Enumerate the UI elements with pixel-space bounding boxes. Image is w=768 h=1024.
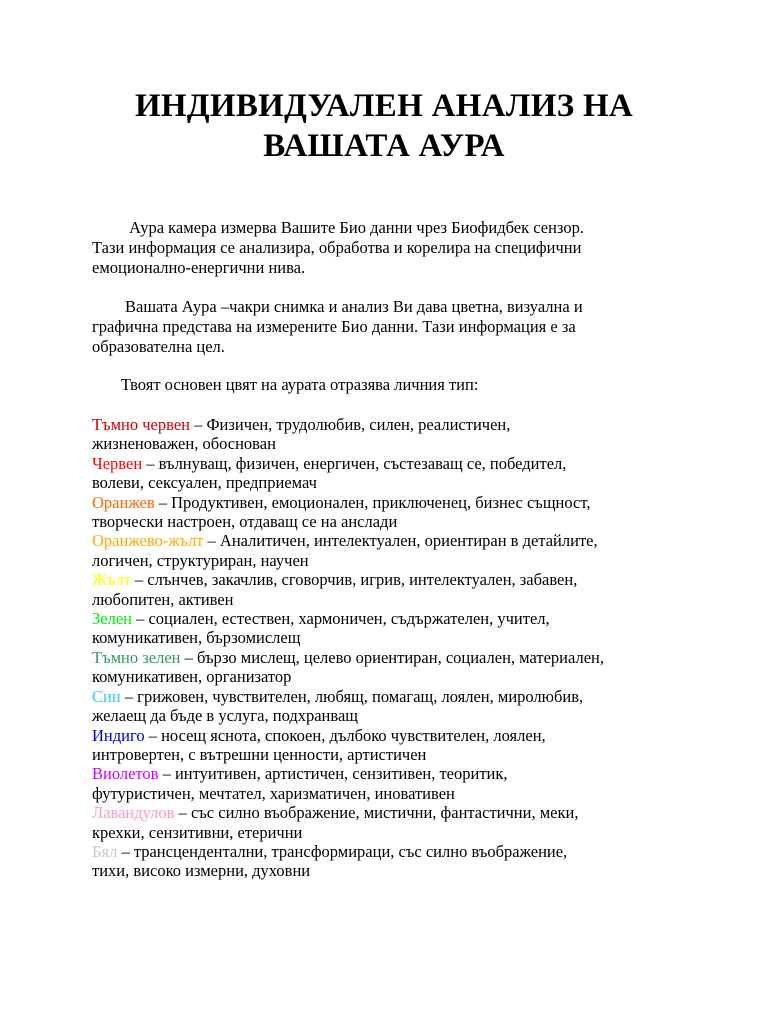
aura-color-name: Жълт xyxy=(92,570,131,590)
aura-color-line-1 xyxy=(92,687,692,706)
aura-color-description-2: крехки, сензитивни, етерични xyxy=(92,822,303,842)
title-line-2: ВАШАТА АУРА xyxy=(263,128,505,164)
aura-color-description-2: комуникативен, организатор xyxy=(92,667,292,687)
aura-color-item xyxy=(92,764,692,803)
aura-color-description-2: волеви, сексуален, предприемач xyxy=(92,473,317,493)
aura-color-line-1 xyxy=(92,764,692,783)
aura-color-description-1: – трансцендентални, трансформираци, със силно въображение, xyxy=(117,841,568,861)
aura-color-description-2: жизненоважен, обоснован xyxy=(92,434,276,454)
aura-color-name: Бял xyxy=(92,841,118,861)
aura-color-description-1: – социален, естествен, хармоничен, съдържателен, учител, xyxy=(131,609,550,629)
aura-color-description-2: любопитен, активен xyxy=(92,589,234,609)
base-color-line: Твоят основен цвят на аурата отразява личния тип: xyxy=(92,375,479,394)
aura-color-description-1: – Продуктивен, емоционален, приключенец, бизнес същност, xyxy=(154,492,591,512)
aura-color-item xyxy=(92,726,692,765)
aura-color-description-2: творчески настроен, отдаващ се на анслади xyxy=(92,512,398,532)
intro-paragraph xyxy=(92,218,692,278)
aura-color-description-2: логичен, структуриран, научен xyxy=(92,550,309,570)
aura-color-line-1 xyxy=(92,531,692,550)
aura-color-line-1 xyxy=(92,842,692,861)
aura-color-description-2: желаещ да бъде в услуга, подхранващ xyxy=(92,706,358,726)
title-line-1: ИНДИВИДУАЛЕН АНАЛИЗ НА xyxy=(134,88,634,124)
aura-color-name: Зелен xyxy=(92,609,132,629)
aura-color-item xyxy=(92,415,692,454)
aura-color-name: Син xyxy=(92,686,121,706)
aura-color-description-2: футуристичен, мечтател, харизматичен, иновативен xyxy=(92,783,455,803)
aura-color-description-1: – интуитивен, артистичен, сензитивен, теоритик, xyxy=(158,764,508,784)
aura-color-line-1 xyxy=(92,454,692,473)
aura-color-description-1: – слънчев, закачлив, сговорчив, игрив, интелектуален, забавен, xyxy=(130,570,578,590)
aura-photo-line-2: графична представа на измерените Био данни. Тази информация е за xyxy=(92,317,576,336)
aura-color-name: Лавандулов xyxy=(92,803,175,823)
aura-color-name: Виолетов xyxy=(92,764,159,784)
aura-color-line-1 xyxy=(92,648,692,667)
aura-color-item xyxy=(92,648,692,687)
aura-color-name: Тъмно зелен xyxy=(92,647,181,667)
aura-color-name: Индиго xyxy=(92,725,145,745)
page-title xyxy=(90,86,678,166)
aura-color-description-2: интровертен, с вътрешни ценности, артистичен xyxy=(92,744,427,764)
intro-line-2: Тази информация се анализира, обработва и корелира на специфични xyxy=(92,238,582,257)
aura-color-item xyxy=(92,609,692,648)
aura-color-item xyxy=(92,531,692,570)
aura-color-description-1: – носещ яснота, спокоен, дълбоко чувствителен, лоялен, xyxy=(144,725,546,745)
aura-color-item xyxy=(92,803,692,842)
aura-photo-line-3: образователна цел. xyxy=(92,337,225,356)
aura-color-name: Оранжево-жълт xyxy=(92,531,204,551)
aura-color-description-2: тихи, високо измерни, духовни xyxy=(92,861,311,881)
aura-color-name: Оранжев xyxy=(92,492,155,512)
base-color-paragraph xyxy=(92,375,692,395)
aura-color-line-1 xyxy=(92,570,692,589)
aura-color-line-1 xyxy=(92,609,692,628)
aura-color-line-1 xyxy=(92,803,692,822)
aura-color-description-2: комуникативен, бързомислещ xyxy=(92,628,301,648)
intro-line-1: Аура камера измерва Вашите Био данни чрез Биофидбек сензор. xyxy=(92,218,584,237)
aura-color-description-1: – Аналитичен, интелектуален, ориентиран в детайлите, xyxy=(203,531,598,551)
intro-line-3: емоционално-енергични нива. xyxy=(92,258,306,277)
aura-color-description-1: – вълнуващ, физичен, енергичен, състезаващ се, победител, xyxy=(142,453,567,473)
aura-color-description-1: – със силно въображение, мистични, фантастични, меки, xyxy=(174,803,579,823)
aura-color-item xyxy=(92,687,692,726)
aura-color-line-1 xyxy=(92,415,692,434)
aura-color-item xyxy=(92,570,692,609)
aura-color-description-1: – грижовен, чувствителен, любящ, помагащ, лоялен, миролюбив, xyxy=(120,686,584,706)
aura-color-description-1: – Физичен, трудолюбив, силен, реалистичен, xyxy=(189,415,511,434)
aura-color-name: Тъмно червен xyxy=(92,415,190,434)
aura-photo-line-1: Вашата Аура –чакри снимка и анализ Ви дава цветна, визуална и xyxy=(92,297,583,316)
aura-color-line-1 xyxy=(92,493,692,512)
aura-photo-paragraph xyxy=(92,297,692,357)
aura-color-item xyxy=(92,842,692,881)
aura-color-line-1 xyxy=(92,726,692,745)
aura-color-item xyxy=(92,493,692,532)
aura-color-list xyxy=(92,415,692,881)
aura-color-item xyxy=(92,454,692,493)
aura-color-description-1: – бързо мислещ, целево ориентиран, социален, материален, xyxy=(180,647,604,667)
aura-color-name: Червен xyxy=(92,453,143,473)
